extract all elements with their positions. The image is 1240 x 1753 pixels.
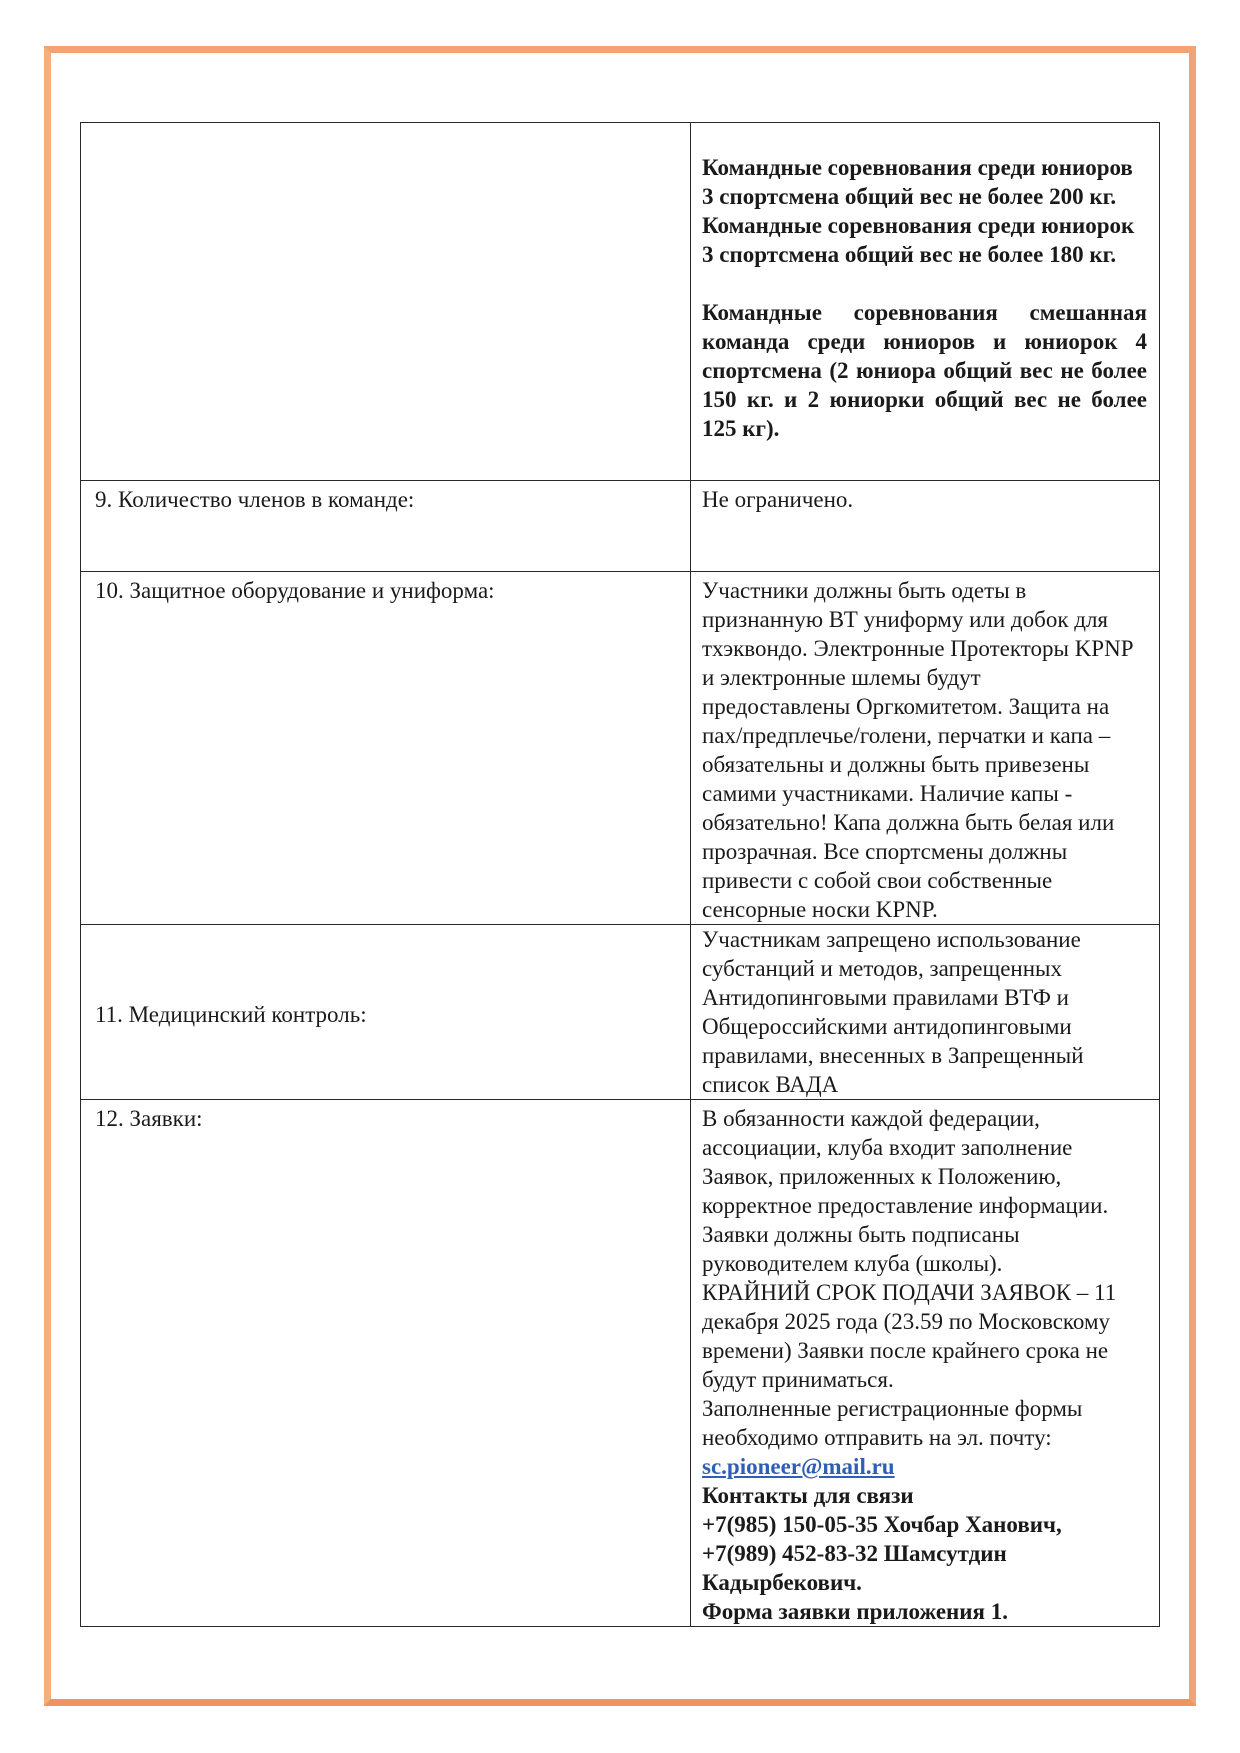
row-0-value-cell — [691, 123, 1160, 481]
text-line: корректное предоставление информации. — [702, 1193, 1109, 1218]
row-11-value — [691, 925, 1160, 1100]
text-line: времени) Заявки после крайнего срока не — [702, 1338, 1109, 1363]
contact-name-cont: Кадырбекович. — [702, 1570, 862, 1595]
mixed-team-paragraph: Командные соревнования смешанная команда среди юниоров и юниорок 4 спортсмена (2 юниора общий вес не более 150 кг. и 2 юниорки общий вес не более 125 кг). — [702, 300, 1147, 441]
text-line: Заявок, приложенных к Положению, — [702, 1164, 1062, 1189]
application-form-note: Форма заявки приложения 1. — [702, 1599, 1008, 1624]
text-line: Заявки должны быть подписаны — [702, 1222, 1020, 1247]
text-line: Участники должны быть одеты в — [702, 578, 1027, 603]
row-9-value: Не ограничено. — [691, 481, 1160, 572]
row-12-label: 12. Заявки: — [81, 1100, 691, 1627]
text-line: список ВАДА — [702, 1072, 839, 1097]
team-juniors-line-2: 3 спортсмена общий вес не более 200 кг. — [702, 184, 1117, 209]
contact-phone-2: +7(989) 452-83-32 Шамсутдин — [702, 1541, 1007, 1566]
table-row — [81, 925, 1160, 1100]
text-line: самими участниками. Наличие капы - — [702, 781, 1073, 806]
text-line: прозрачная. Все спортсмены должны — [702, 839, 1068, 864]
table-row — [81, 1100, 1160, 1627]
row-11-label: 11. Медицинский контроль: — [81, 925, 691, 1100]
text-line: Антидопинговыми правилами ВТФ и — [702, 985, 1069, 1010]
text-line: предоставлены Оргкомитетом. Защита на — [702, 694, 1110, 719]
contacts-heading: Контакты для связи — [702, 1483, 914, 1508]
text-line: Участникам запрещено использование — [702, 927, 1081, 952]
text-line: ассоциации, клуба входит заполнение — [702, 1135, 1073, 1160]
row-12-value — [691, 1100, 1160, 1627]
text-line: обязательны и должны быть привезены — [702, 752, 1090, 777]
text-line: декабря 2025 года (23.59 по Московскому — [702, 1309, 1111, 1334]
row-0-label-cell — [81, 123, 691, 481]
team-juniors-line-1: Командные соревнования среди юниоров — [702, 155, 1133, 180]
text-line: и электронные шлемы будут — [702, 665, 981, 690]
team-junior-girls-line-2: 3 спортсмена общий вес не более 180 кг. — [702, 242, 1117, 267]
table-row — [81, 123, 1160, 481]
text-line: Заполненные регистрационные формы — [702, 1396, 1083, 1421]
text-line: субстанций и методов, запрещенных — [702, 956, 1063, 981]
text-line: привести с собой свои собственные — [702, 868, 1053, 893]
table-row — [81, 572, 1160, 925]
contact-phone-1: +7(985) 150-05-35 Хочбар Ханович, — [702, 1512, 1062, 1537]
text-line: пах/предплечье/голени, перчатки и капа – — [702, 723, 1111, 748]
text-line: тхэквондо. Электронные Протекторы KPNP — [702, 636, 1134, 661]
text-line: обязательно! Капа должна быть белая или — [702, 810, 1115, 835]
email-link[interactable]: sc.pioneer@mail.ru — [702, 1454, 895, 1479]
text-line: Общероссийскими антидопинговыми — [702, 1014, 1072, 1039]
row-10-value — [691, 572, 1160, 925]
text-line: В обязанности каждой федерации, — [702, 1106, 1040, 1131]
row-10-label: 10. Защитное оборудование и униформа: — [81, 572, 691, 925]
text-line: будут приниматься. — [702, 1367, 894, 1392]
text-line: сенсорные носки KPNP. — [702, 897, 938, 922]
text-line: правилами, внесенных в Запрещенный — [702, 1043, 1084, 1068]
table-row — [81, 481, 1160, 572]
text-line: руководителем клуба (школы). — [702, 1251, 1003, 1276]
text-line: необходимо отправить на эл. почту: — [702, 1425, 1052, 1450]
text-line: признанную ВТ униформу или добок для — [702, 607, 1109, 632]
row-9-label: 9. Количество членов в команде: — [81, 481, 691, 572]
deadline-line: КРАЙНИЙ СРОК ПОДАЧИ ЗАЯВОК – 11 — [702, 1280, 1117, 1305]
regulations-table — [80, 122, 1160, 1627]
team-junior-girls-line-1: Командные соревнования среди юниорок — [702, 213, 1135, 238]
